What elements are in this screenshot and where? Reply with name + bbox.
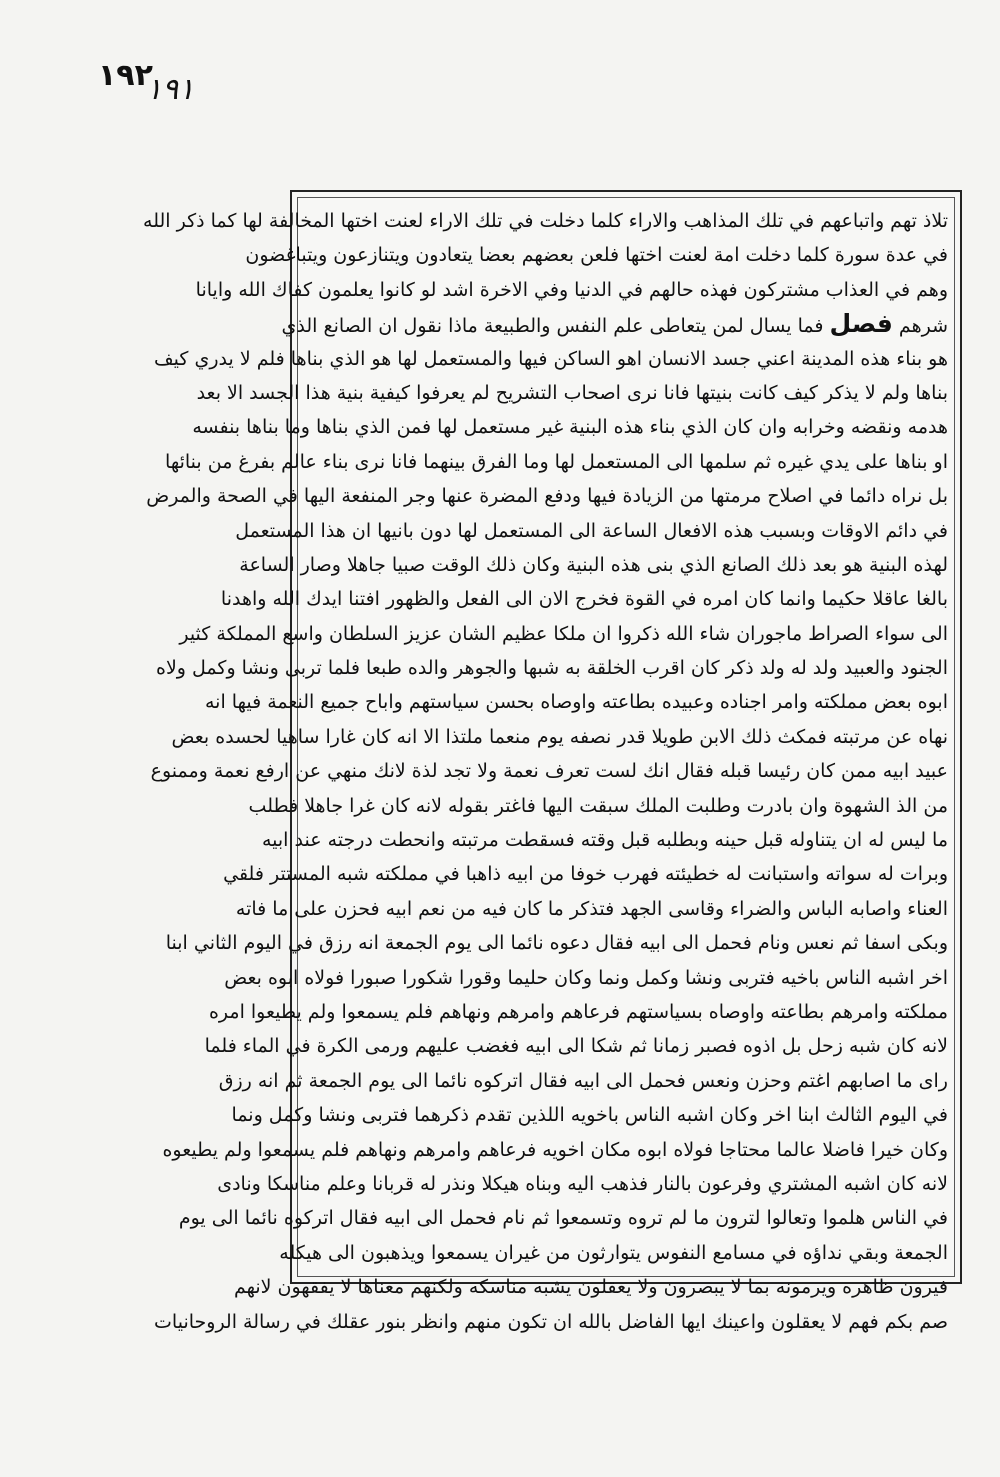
manuscript-line-1: تلاذ تهم واتباعهم في تلك المذاهب والاراء كلما دخلت في تلك الاراء لعنت اختها المخالفة لها كما ذكر الله (143, 210, 948, 232)
folio-number-printed: ١٩٢ (98, 58, 153, 93)
manuscript-line-18: من الذ الشهوة وان بادرت وطلبت الملك سبقت اليها فاغتر بقوله لانه كان غرا جاهلا فطلب (248, 794, 948, 817)
manuscript-page-frame (143, 190, 962, 1333)
manuscript-line-6: بناها ولم لا يذكر كيف كانت بنيتها فانا نرى اصحاب التشريح لم يعرفوا كيفية بنية هذا الجسد الا بعد (196, 381, 948, 404)
manuscript-line-23: اخر اشبه الناس باخيه فتربى ونشا وكمل ونما وكان حليما وقورا شكورا صبورا فولاه ابوه بعض (224, 966, 948, 989)
manuscript-line-12: بالغا عاقلا حكيما وانما كان امره في القوة فخرج الان الى الفعل والظهور افتنا ايدك الله واهدنا (220, 588, 948, 611)
manuscript-line-2: في عدة سورة كلما دخلت امة لعنت اختها فلعن بعضهم بعضا يتعادون ويتنازعون ويتباغضون (245, 244, 948, 267)
manuscript-line-9: بل نراه دائما في اصلاح مرمتها من الزيادة فيها ودفع المضرة عنها وجر المنفعة اليها في الصحة والمرض (146, 485, 948, 508)
manuscript-line-34 (304, 1339, 948, 1373)
manuscript-line-10: في دائم الاوقات وبسبب هذه الافعال الساعة الى المستعمل لها دون بانيها ان هذا المستعمل (235, 519, 948, 542)
manuscript-line-19: ما ليس له ان يتناوله قبل حينه وبطلبه قبل وقته فسقطت مرتبته وانحطت درجته عند ابيه (261, 829, 948, 852)
manuscript-line-14: الجنود والعبيد ولد له ولد ذكر كان اقرب الخلقة به شبها والجوهر والده طبعا فلما تربى ونشا وكمل ولاه (156, 657, 948, 680)
manuscript-line-20: وبرات له سواته واستبانت له خطيئته فهرب خوفا من ابيه ذاهبا في مملكته شبه المستتر فلقي (223, 863, 948, 886)
manuscript-line-11: لهذه البنية هو بعد ذلك الصانع الذي بنى هذه البنية وكان ذلك الوقت صبيا جاهلا وصار الساعة (239, 553, 948, 576)
manuscript-line-25: لانه كان شبه زحل بل اذوه فصبر زمانا ثم شكا الى ابيه فغضب عليهم ورمى الكرة في الماء فلما (204, 1035, 948, 1058)
manuscript-line-33: صم بكم فهم لا يعقلون واعينك ايها الفاضل بالله ان تكون منهم وانظر بنور عقلك في رسالة الروحانيات (154, 1310, 948, 1333)
manuscript-line-7: هدمه ونقضه وخرابه وان كان الذي بناء هذه البنية غير مستعمل لها فمن الذي بناها وما بناها بنفسه (192, 416, 948, 439)
manuscript-line-22: وبكى اسفا ثم نعس ونام فحمل الى ابيه فقال دعوه نائما الى يوم الجمعة انه رزق في اليوم الثاني ابنا (165, 932, 948, 955)
manuscript-line-4-with-rubric (281, 307, 948, 341)
manuscript-line-17: عبيد ابيه ممن كان رئيسا قبله فقال انك لست تعرف نعمة ولا تجد لذة لانك منهي عن ارفع نعمة وممنوع (150, 760, 948, 783)
manuscript-line-4-end: فما يسال لمن يتعاطى علم النفس والطبيعة ماذا نقول ان الصانع الذي (281, 315, 824, 338)
folio-number-handwritten: ١٩١ (146, 72, 195, 107)
manuscript-line-5: هو بناء هذه المدينة اعني جسد الانسان اهو الساكن فيها والمستعمل لها هو الذي بناها فلم لا يدري كيف (154, 347, 948, 370)
manuscript-line-13: الى سواء الصراط ماجوران شاء الله ذكروا ان ملكا عظيم الشان عزيز السلطان واسع المملكة كثير (179, 622, 948, 645)
manuscript-line-3: وهم في العذاب مشتركون فهذه حالهم في الدنيا وفي الاخرة اشد لو كانوا يعلمون كفاك الله وايانا (195, 278, 948, 301)
manuscript-line-31: الجمعة وبقي نداؤه في مسامع النفوس يتوارثون من غيران يسمعوا ويذهبون الى هيكله (279, 1241, 948, 1264)
manuscript-line-24: مملكته وامرهم بطاعته واوصاه بسياستهم فرعاهم وامرهم ونهاهم فلم يسمعوا ولم يطيعوا امره (208, 1000, 948, 1023)
manuscript-line-21: العناء واصابه الباس والضراء وقاسى الجهد فتذكر ما كان فيه من نعم ابيه فحزن على ما فاته (235, 897, 948, 920)
manuscript-line-26: راى ما اصابهم اغتم وحزن ونعس فحمل الى ابيه فقال اتركوه نائما الى يوم الجمعة ثم انه رزق (218, 1069, 948, 1092)
manuscript-line-4-start: شرهم (898, 315, 948, 338)
section-rubric-heading: فصل (829, 309, 893, 339)
manuscript-line-29: لانه كان اشبه المشتري وفرعون بالنار فذهب اليه وبناه هيكلا ونذر له قربانا وعلم مناسكا ونادى (217, 1172, 948, 1195)
manuscript-line-30: في الناس هلموا وتعالوا لترون ما لم تروه وتسمعوا ثم نام فحمل الى ابيه فقال اتركوه نائما الى يوم (178, 1207, 948, 1230)
manuscript-line-16: نهاه عن مرتبته فمكث ذلك الابن طويلا قدر نصفه يوم منعما ملتذا الا انه كان غارا ساهيا لحسده بعض (171, 725, 948, 748)
manuscript-line-27: في اليوم الثالث ابنا اخر وكان اشبه الناس باخويه اللذين تقدم ذكرهما فتربى ونشا وكمل ونما (231, 1104, 948, 1127)
manuscript-line-28: وكان خيرا فاضلا عالما محتاجا فولاه ابوه مكان اخويه فرعاهم وامرهم ونهاهم فلم يسمعوا ولم يطيعوه (162, 1138, 948, 1161)
manuscript-text-block (143, 204, 948, 1333)
manuscript-line-32: فيرون ظاهره ويرمونه بما لا يبصرون ولا يعقلون يشبه مناسكه ولكنهم معناها لا يفقهون لانهم (233, 1276, 948, 1299)
manuscript-line-8: او بناها على يدي غيره ثم سلمها الى المستعمل لها وما الفرق بينهما فانا نرى بناء عالم بفرغ من بنائها (165, 450, 948, 473)
manuscript-line-15: ابوه بعض مملكته وامر اجناده وعبيده بطاعته واوصاه بحسن سياستهم واباح جميع النعمة فيها انه (205, 691, 948, 714)
